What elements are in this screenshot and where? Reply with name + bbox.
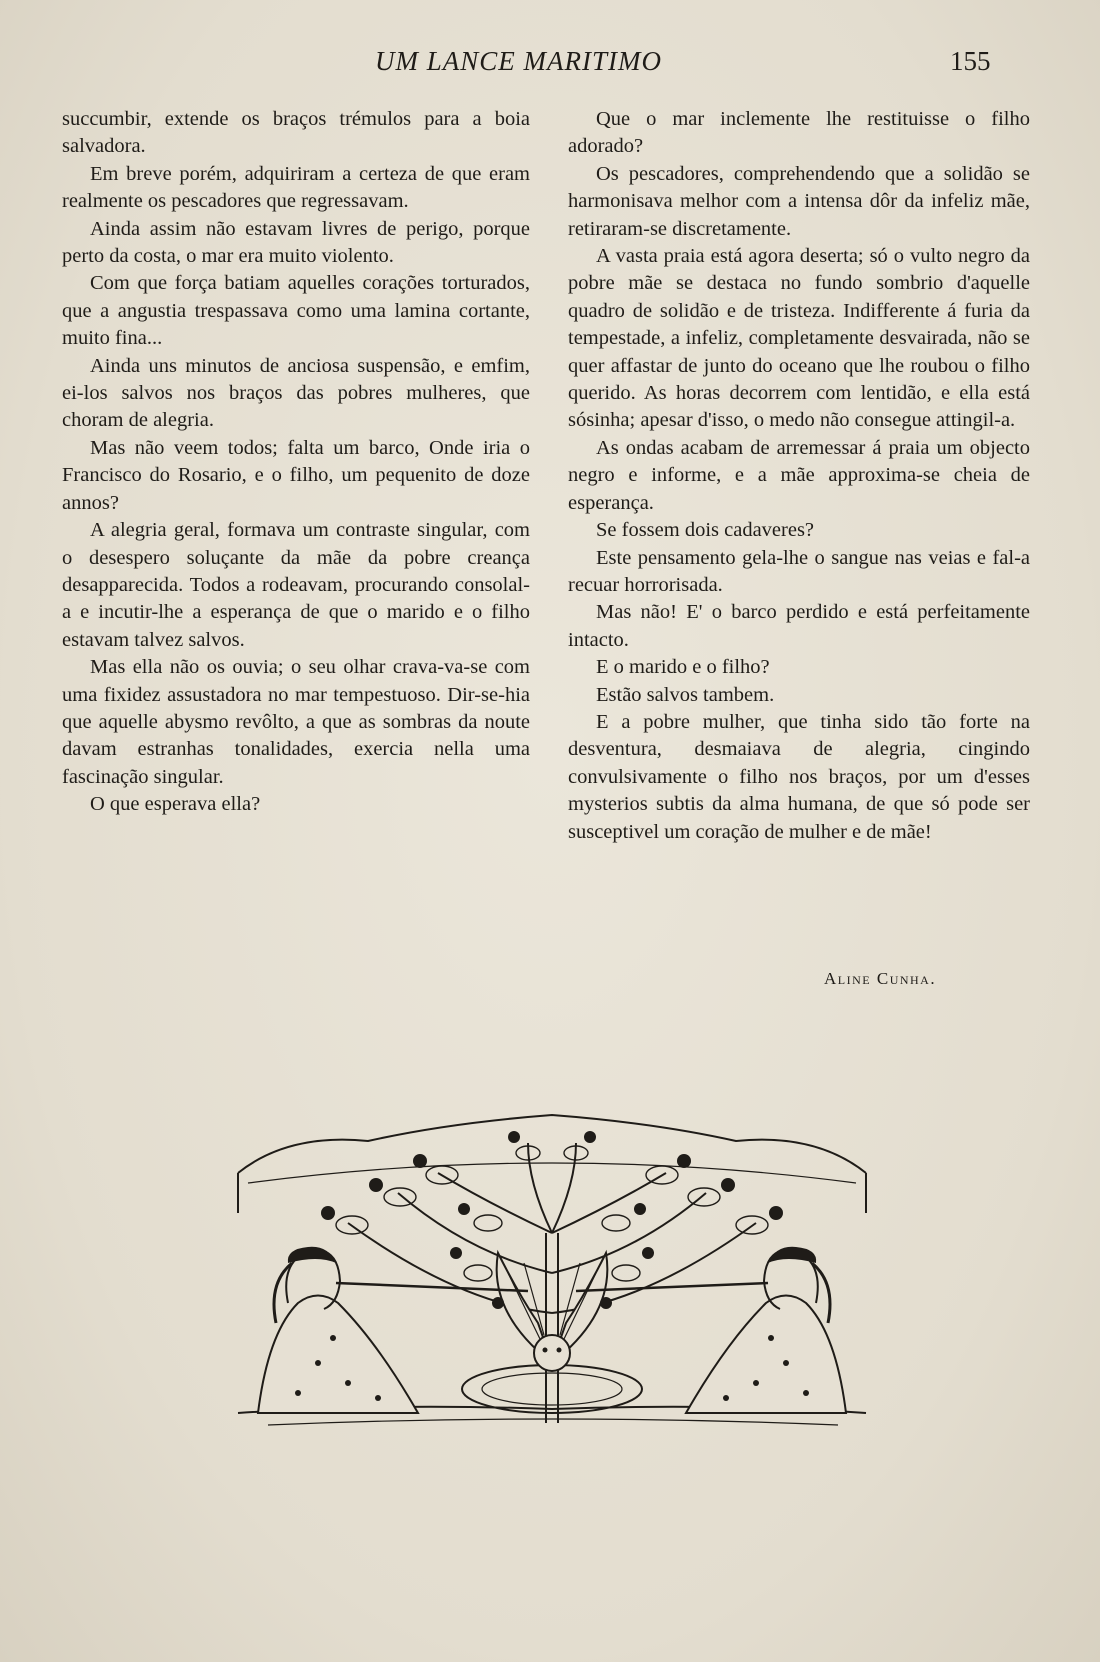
paragraph: succumbir, extende os braços trémulos para a boia salvadora. — [62, 108, 530, 158]
paragraph: A alegria geral, formava um contraste singular, com o desespero soluçante da mãe da pobre creança desapparecida. Todos a rodeavam, procurando consolal-a e incutir-lhe a esperança de que o marido e o filho estavam talvez salvos. — [62, 519, 530, 651]
running-head — [0, 46, 1100, 86]
paragraph: As ondas acabam de arremessar á praia um objecto negro e informe, e a mãe approxima-se cheia de esperança. — [568, 436, 1030, 514]
paragraph: O que esperava ella? — [90, 793, 261, 816]
running-title: UM LANCE MARITIMO — [375, 46, 662, 76]
paragraph: E a pobre mulher, que tinha sido tão forte na desventura, desmaiava de alegria, cingindo convulsivamente o filho nos braços, por um d'esses mysterios subtis da alma humana, de que só pode ser susceptivel um coração de mulher e de mãe! — [568, 710, 1030, 843]
paragraph: Que o mar inclemente lhe restituisse o filho adorado? — [568, 108, 1030, 158]
paragraph: Mas não veem todos; falta um barco, Onde iria o Francisco do Rosario, e o filho, um pequenito de doze annos? — [62, 436, 530, 514]
paragraph: Mas ella não os ouvia; o seu olhar crava-va-se com uma fixidez assustadora no mar tempestuoso. Dir-se-hia que aquelle abysmo revôlto, a que as sombras da noute davam estranhas tonalidades, exercia nella uma fascinação singular. — [62, 656, 530, 788]
art-nouveau-tailpiece-two-maidens-tree-dragon-icon — [228, 1113, 876, 1463]
paragraph: Estão salvos tambem. — [596, 683, 775, 706]
author-signature: Aline Cunha. — [824, 969, 937, 988]
page-number: 155 — [950, 46, 991, 76]
left-column — [62, 106, 530, 819]
paragraph: E o marido e o filho? — [596, 656, 770, 679]
paragraph: Com que força batiam aquelles corações torturados, que a angustia trespassava como uma lamina cortante, muito fina... — [62, 272, 530, 350]
paragraph: A vasta praia está agora deserta; só o vulto negro da pobre mãe se destaca no fundo sombrio d'aquelle quadro de solidão e de tristeza. Indifferente á furia da tempestade, a infeliz, completamente desvairada, não se quer affastar de junto do oceano que lhe roubou o filho querido. As horas decorrem com lentidão, e ella está sósinha; apesar d'isso, o medo não consegue attingil-a. — [568, 245, 1030, 432]
paragraph: Em breve porém, adquiriram a certeza de que eram realmente os pescadores que regressavam. — [62, 162, 530, 213]
paragraph: Este pensamento gela-lhe o sangue nas veias e fal-a recuar horrorisada. — [568, 546, 1030, 596]
paragraph: Se fossem dois cadaveres? — [596, 519, 815, 542]
right-column — [568, 106, 1030, 846]
paragraph: Mas não! E' o barco perdido e está perfeitamente intacto. — [568, 601, 1030, 651]
paragraph: Ainda uns minutos de anciosa suspensão, e emfim, ei-los salvos nos braços das pobres mulheres, que choram de alegria. — [62, 354, 530, 432]
paragraph: Ainda assim não estavam livres de perigo, porque perto da costa, o mar era muito violento. — [62, 217, 530, 268]
paragraph: Os pescadores, comprehendendo que a solidão se harmonisava melhor com a intensa dôr da infeliz mãe, retiraram-se discretamente. — [568, 162, 1030, 240]
